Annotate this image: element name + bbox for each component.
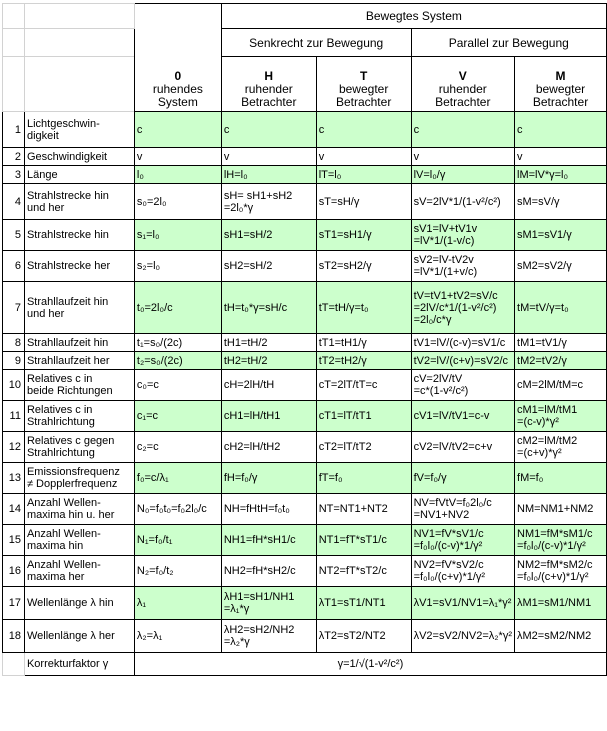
cell-parallel-ruhend: cV2=lV/tV2=c+v <box>411 432 514 463</box>
column-desc: bewegter Betrachter <box>335 82 392 109</box>
column-header-t <box>316 57 411 112</box>
cell-parallel-ruhend: tV2=lV/(c+v)=sV2/c <box>411 352 514 370</box>
cell-ruhendes-system: N₁=f₀/t₁ <box>134 525 221 556</box>
column-letter: H <box>264 69 274 83</box>
blank-cell <box>24 57 134 112</box>
blank-cell <box>3 57 25 112</box>
footer-row <box>3 653 607 676</box>
cell-parallel-ruhend: sV1=lV+tV1v =lV*1/(1-v/c) <box>411 220 514 251</box>
cell-parallel-bewegt: c <box>515 112 607 148</box>
row-number: 11 <box>3 401 25 432</box>
blank-cell <box>24 29 134 57</box>
group-title-senkrecht: Senkrecht zur Bewegung <box>221 29 411 57</box>
table-row <box>3 112 607 148</box>
cell-senkrecht-ruhend: NH=fHtH=f₀t₀ <box>221 494 316 525</box>
column-letter: V <box>458 69 467 83</box>
cell-ruhendes-system: s₂=l₀ <box>134 251 221 282</box>
table-row <box>3 494 607 525</box>
column-letter: T <box>359 69 368 83</box>
row-label: Wellenlänge λ her <box>24 620 134 653</box>
cell-parallel-ruhend: sV=2lV*1/(1-v²/c²) <box>411 184 514 220</box>
row-label: Relatives c in beide Richtungen <box>24 370 134 401</box>
cell-senkrecht-ruhend: NH2=fH*sH2/c <box>221 556 316 587</box>
cell-parallel-bewegt: sM1=sV1/γ <box>515 220 607 251</box>
cell-senkrecht-ruhend: λH1=sH1/NH1 =λ₁*γ <box>221 587 316 620</box>
cell-senkrecht-ruhend: tH=t₀*γ=sH/c <box>221 282 316 334</box>
cell-senkrecht-ruhend: tH2=tH/2 <box>221 352 316 370</box>
cell-senkrecht-bewegt: tT=tH/γ=t₀ <box>316 282 411 334</box>
row-label: Strahllaufzeit hin und her <box>24 282 134 334</box>
row-number: 13 <box>3 463 25 494</box>
cell-parallel-bewegt: fM=f₀ <box>515 463 607 494</box>
row-label: Anzahl Wellen- maxima hin u. her <box>24 494 134 525</box>
cell-parallel-bewegt: lM=lV*γ=l₀ <box>515 166 607 184</box>
row-label: Lichtgeschwin- digkeit <box>24 112 134 148</box>
cell-senkrecht-bewegt: cT=2lT/tT=c <box>316 370 411 401</box>
footer-formula: γ=1/√(1-v²/c²) <box>134 653 606 676</box>
cell-senkrecht-bewegt: sT1=sH1/γ <box>316 220 411 251</box>
row-label: Strahlstrecke hin und her <box>24 184 134 220</box>
cell-ruhendes-system: c₀=c <box>134 370 221 401</box>
cell-parallel-ruhend: λV1=sV1/NV1=λ₁*γ² <box>411 587 514 620</box>
table-row <box>3 220 607 251</box>
row-number: 17 <box>3 587 25 620</box>
column-header-m <box>515 57 607 112</box>
cell-parallel-bewegt: NM1=fM*sM1/c =f₀l₀/(c-v)*1/γ² <box>515 525 607 556</box>
cell-parallel-ruhend: c <box>411 112 514 148</box>
cell-parallel-ruhend: cV=2lV/tV =c*(1-v²/c²) <box>411 370 514 401</box>
table-row <box>3 334 607 352</box>
row-number: 1 <box>3 112 25 148</box>
row-number: 7 <box>3 282 25 334</box>
row-label: Strahlstrecke hin <box>24 220 134 251</box>
header-row-2 <box>3 29 607 57</box>
blank-cell <box>24 4 134 29</box>
cell-senkrecht-bewegt: cT1=lT/tT1 <box>316 401 411 432</box>
cell-ruhendes-system: N₀=f₀t₀=f₀2l₀/c <box>134 494 221 525</box>
cell-ruhendes-system: f₀=c/λ₁ <box>134 463 221 494</box>
cell-senkrecht-ruhend: cH=2lH/tH <box>221 370 316 401</box>
table-row <box>3 251 607 282</box>
cell-ruhendes-system: t₀=2l₀/c <box>134 282 221 334</box>
cell-parallel-ruhend: NV=fVtV=f₀2l₀/c =NV1+NV2 <box>411 494 514 525</box>
row-number: 4 <box>3 184 25 220</box>
cell-senkrecht-bewegt: NT1=fT*sT1/c <box>316 525 411 556</box>
table-row <box>3 401 607 432</box>
cell-parallel-bewegt: λM1=sM1/NM1 <box>515 587 607 620</box>
cell-senkrecht-ruhend: sH2=sH/2 <box>221 251 316 282</box>
row-label: Strahlstrecke her <box>24 251 134 282</box>
cell-senkrecht-bewegt: lT=l₀ <box>316 166 411 184</box>
cell-senkrecht-bewegt: sT=sH/γ <box>316 184 411 220</box>
cell-senkrecht-ruhend: c <box>221 112 316 148</box>
row-number: 5 <box>3 220 25 251</box>
cell-senkrecht-bewegt: fT=f₀ <box>316 463 411 494</box>
table-row <box>3 166 607 184</box>
row-number: 6 <box>3 251 25 282</box>
cell-ruhendes-system: c₁=c <box>134 401 221 432</box>
cell-parallel-ruhend: sV2=lV-tV2v =lV*1/(1+v/c) <box>411 251 514 282</box>
table-row <box>3 556 607 587</box>
table-row <box>3 463 607 494</box>
row-label: Relatives c gegen Strahlrichtung <box>24 432 134 463</box>
cell-parallel-bewegt: cM2=lM/tM2 =(c+v)*γ² <box>515 432 607 463</box>
cell-parallel-bewegt: NM=NM1+NM2 <box>515 494 607 525</box>
cell-senkrecht-ruhend: fH=f₀/γ <box>221 463 316 494</box>
cell-parallel-bewegt: tM1=tV1/γ <box>515 334 607 352</box>
column-desc: ruhender Betrachter <box>435 82 491 109</box>
cell-ruhendes-system: s₀=2l₀ <box>134 184 221 220</box>
cell-parallel-ruhend: cV1=lV/tV1=c-v <box>411 401 514 432</box>
column-desc: ruhendes System <box>152 82 203 109</box>
cell-ruhendes-system: l₀ <box>134 166 221 184</box>
row-number: 16 <box>3 556 25 587</box>
column-desc: ruhender Betrachter <box>241 82 297 109</box>
row-label: Länge <box>24 166 134 184</box>
cell-senkrecht-bewegt: λT1=sT1/NT1 <box>316 587 411 620</box>
blank-cell <box>3 4 25 29</box>
cell-parallel-bewegt: cM1=lM/tM1 =(c-v)*γ² <box>515 401 607 432</box>
cell-ruhendes-system: c <box>134 112 221 148</box>
row-label: Wellenlänge λ hin <box>24 587 134 620</box>
cell-senkrecht-ruhend: sH= sH1+sH2 =2l₀*γ <box>221 184 316 220</box>
cell-ruhendes-system: t₁=s₀/(2c) <box>134 334 221 352</box>
cell-parallel-ruhend: tV1=lV/(c-v)=sV1/c <box>411 334 514 352</box>
cell-parallel-bewegt: cM=2lM/tM=c <box>515 370 607 401</box>
row-number: 15 <box>3 525 25 556</box>
row-number: 3 <box>3 166 25 184</box>
cell-ruhendes-system: c₂=c <box>134 432 221 463</box>
row-number: 9 <box>3 352 25 370</box>
cell-senkrecht-bewegt: NT2=fT*sT2/c <box>316 556 411 587</box>
column-header-0 <box>134 4 221 112</box>
table-row <box>3 370 607 401</box>
cell-parallel-bewegt: tM=tV/γ=t₀ <box>515 282 607 334</box>
cell-ruhendes-system: v <box>134 148 221 166</box>
column-desc: bewegter Betrachter <box>532 82 589 109</box>
column-header-v <box>411 57 514 112</box>
table-row <box>3 148 607 166</box>
cell-parallel-bewegt: sM=sV/γ <box>515 184 607 220</box>
row-number: 8 <box>3 334 25 352</box>
cell-parallel-ruhend: NV2=fV*sV2/c =f₀l₀/(c+v)*1/γ² <box>411 556 514 587</box>
cell-parallel-ruhend: lV=l₀/γ <box>411 166 514 184</box>
cell-senkrecht-bewegt: v <box>316 148 411 166</box>
row-number: 12 <box>3 432 25 463</box>
cell-senkrecht-ruhend: v <box>221 148 316 166</box>
row-number: 14 <box>3 494 25 525</box>
cell-parallel-ruhend: v <box>411 148 514 166</box>
cell-parallel-ruhend: NV1=fV*sV1/c =f₀l₀/(c-v)*1/γ² <box>411 525 514 556</box>
cell-parallel-bewegt: tM2=tV2/γ <box>515 352 607 370</box>
row-label: Emissionsfrequenz ≠ Dopplerfrequenz <box>24 463 134 494</box>
header-row-3 <box>3 57 607 112</box>
cell-ruhendes-system: N₂=f₀/t₂ <box>134 556 221 587</box>
table-row <box>3 352 607 370</box>
row-label: Geschwindigkeit <box>24 148 134 166</box>
row-label: Relatives c in Strahlrichtung <box>24 401 134 432</box>
cell-senkrecht-ruhend: lH=l₀ <box>221 166 316 184</box>
blank-cell <box>3 29 25 57</box>
cell-parallel-bewegt: NM2=fM*sM2/c =f₀l₀/(c+v)*1/γ² <box>515 556 607 587</box>
table-row <box>3 525 607 556</box>
cell-senkrecht-ruhend: NH1=fH*sH1/c <box>221 525 316 556</box>
column-letter: 0 <box>174 69 182 83</box>
cell-senkrecht-ruhend: cH1=lH/tH1 <box>221 401 316 432</box>
column-header-h <box>221 57 316 112</box>
row-number: 18 <box>3 620 25 653</box>
table-row <box>3 282 607 334</box>
cell-senkrecht-bewegt: cT2=lT/tT2 <box>316 432 411 463</box>
row-label: Strahllaufzeit hin <box>24 334 134 352</box>
cell-senkrecht-bewegt: sT2=sH2/γ <box>316 251 411 282</box>
header-row-1 <box>3 4 607 29</box>
row-label: Anzahl Wellen- maxima her <box>24 556 134 587</box>
cell-senkrecht-ruhend: sH1=sH/2 <box>221 220 316 251</box>
group-title-parallel: Parallel zur Bewegung <box>411 29 606 57</box>
physics-comparison-table <box>2 3 607 676</box>
cell-senkrecht-ruhend: λH2=sH2/NH2 =λ₂*γ <box>221 620 316 653</box>
row-label: Strahllaufzeit her <box>24 352 134 370</box>
cell-senkrecht-bewegt: tT2=tH2/γ <box>316 352 411 370</box>
cell-senkrecht-bewegt: tT1=tH1/γ <box>316 334 411 352</box>
table-row <box>3 184 607 220</box>
row-number: 10 <box>3 370 25 401</box>
cell-parallel-ruhend: fV=f₀/γ <box>411 463 514 494</box>
cell-parallel-ruhend: tV=tV1+tV2=sV/c =2lV/c*1/(1-v²/c²) =2l₀/c*γ <box>411 282 514 334</box>
cell-parallel-bewegt: sM2=sV2/γ <box>515 251 607 282</box>
cell-senkrecht-bewegt: NT=NT1+NT2 <box>316 494 411 525</box>
table-row <box>3 587 607 620</box>
cell-senkrecht-bewegt: c <box>316 112 411 148</box>
footer-label: Korrekturfaktor γ <box>24 653 134 676</box>
column-letter: M <box>555 69 566 83</box>
table-row <box>3 432 607 463</box>
cell-ruhendes-system: s₁=l₀ <box>134 220 221 251</box>
cell-senkrecht-bewegt: λT2=sT2/NT2 <box>316 620 411 653</box>
table-row <box>3 620 607 653</box>
row-label: Anzahl Wellen- maxima hin <box>24 525 134 556</box>
cell-parallel-bewegt: v <box>515 148 607 166</box>
row-number: 2 <box>3 148 25 166</box>
cell-ruhendes-system: λ₁ <box>134 587 221 620</box>
cell-parallel-ruhend: λV2=sV2/NV2=λ₂*γ² <box>411 620 514 653</box>
cell-senkrecht-ruhend: cH2=lH/tH2 <box>221 432 316 463</box>
cell-ruhendes-system: t₂=s₀/(2c) <box>134 352 221 370</box>
cell-senkrecht-ruhend: tH1=tH/2 <box>221 334 316 352</box>
cell-ruhendes-system: λ₂=λ₁ <box>134 620 221 653</box>
group-title-bewegtes-system: Bewegtes System <box>221 4 606 29</box>
cell-parallel-bewegt: λM2=sM2/NM2 <box>515 620 607 653</box>
blank-cell <box>3 653 25 676</box>
